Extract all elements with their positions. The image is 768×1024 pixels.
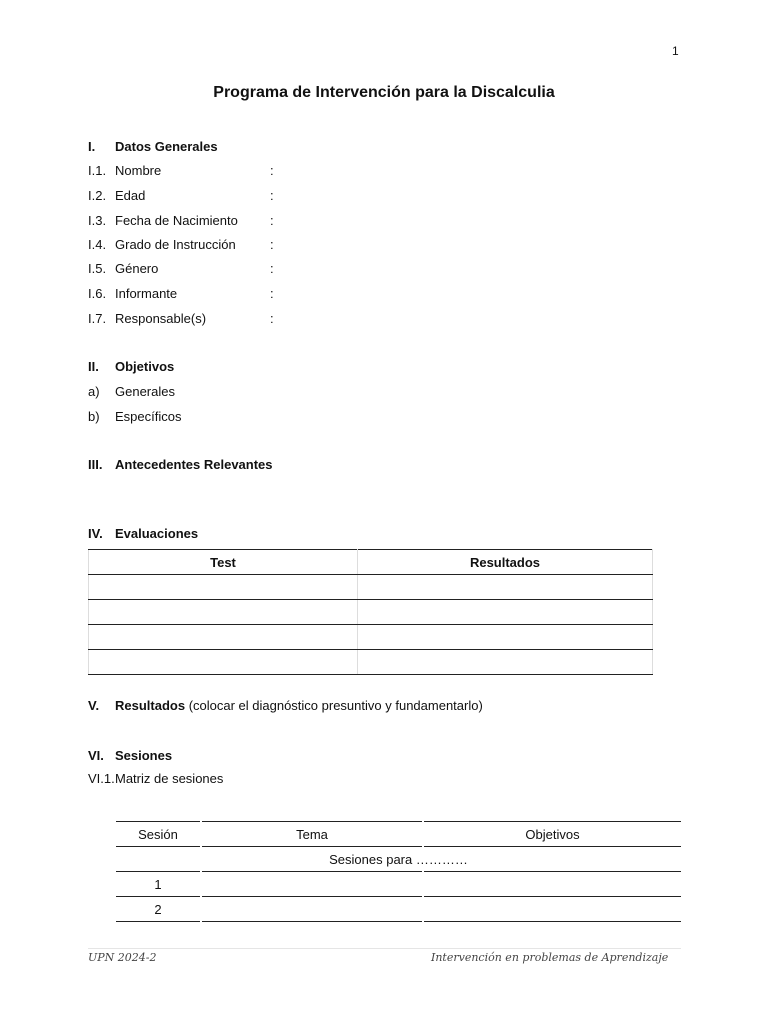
footer-left-text: UPN 2024-2 [88, 951, 157, 964]
field-7-number: I.7. [88, 311, 107, 326]
table-cell[interactable] [89, 575, 358, 600]
section-5-line [115, 698, 483, 713]
table-cell[interactable] [423, 872, 681, 897]
table-cell[interactable] [358, 600, 653, 625]
section-6-number: VI. [88, 748, 104, 763]
field-fecha-label: Fecha de Nacimiento [115, 213, 238, 228]
field-6-number: I.6. [88, 286, 107, 301]
sessions-table [116, 821, 681, 922]
section-2-heading: Objetivos [115, 359, 175, 374]
column-header-tema: Tema [201, 822, 423, 847]
field-colon: : [270, 286, 274, 301]
table-cell[interactable] [89, 625, 358, 650]
section-4-number: IV. [88, 526, 103, 541]
session-number: 1 [116, 872, 201, 897]
table-row [116, 897, 681, 922]
field-grado-label: Grado de Instrucción [115, 237, 236, 252]
table-cell[interactable] [423, 897, 681, 922]
field-colon: : [270, 213, 274, 228]
objective-b-marker: b) [88, 409, 100, 424]
field-5-number: I.5. [88, 261, 107, 276]
field-colon: : [270, 261, 274, 276]
section-1-heading: Datos Generales [115, 139, 218, 154]
table-cell[interactable] [201, 872, 423, 897]
objective-especificos-label: Específicos [115, 409, 182, 424]
sessions-group-label: Sesiones para ………… [116, 847, 681, 872]
field-nombre-label: Nombre [115, 163, 162, 178]
table-cell[interactable] [358, 625, 653, 650]
field-informante-label: Informante [115, 286, 178, 301]
section-5-number: V. [88, 698, 100, 713]
evaluations-table [88, 549, 653, 675]
section-5-heading: Resultados [115, 698, 186, 713]
table-cell[interactable] [89, 600, 358, 625]
section-2-number: II. [88, 359, 99, 374]
section-3-heading: Antecedentes Relevantes [115, 457, 273, 472]
field-2-number: I.2. [88, 188, 107, 203]
field-colon: : [270, 163, 274, 178]
table-header-row [89, 550, 653, 575]
field-3-number: I.3. [88, 213, 107, 228]
field-4-number: I.4. [88, 237, 107, 252]
section-3-number: III. [88, 457, 103, 472]
footer-right-text: Intervención en problemas de Aprendizaje [431, 951, 669, 964]
field-colon: : [270, 237, 274, 252]
table-cell[interactable] [89, 650, 358, 675]
page-number: 1 [672, 44, 679, 58]
field-1-number: I.1. [88, 163, 107, 178]
section-4-heading: Evaluaciones [115, 526, 199, 541]
table-row [89, 575, 653, 600]
section-6-heading: Sesiones [115, 748, 173, 763]
table-header-row [116, 822, 681, 847]
table-cell[interactable] [201, 897, 423, 922]
field-genero-label: Género [115, 261, 159, 276]
footer-divider [88, 948, 681, 949]
subsection-6-1-label: Matriz de sesiones [115, 771, 224, 786]
column-header-sesion: Sesión [116, 822, 201, 847]
table-cell[interactable] [358, 650, 653, 675]
column-header-test: Test [89, 550, 358, 575]
table-row [89, 600, 653, 625]
table-row [89, 625, 653, 650]
table-row [89, 650, 653, 675]
table-row [116, 872, 681, 897]
column-header-resultados: Resultados [358, 550, 653, 575]
session-number: 2 [116, 897, 201, 922]
document-title: Programa de Intervención para la Discalculia [213, 84, 555, 101]
field-colon: : [270, 311, 274, 326]
objective-generales-label: Generales [115, 384, 175, 399]
section-5-note: (colocar el diagnóstico presuntivo y fundamentarlo) [185, 698, 483, 713]
field-edad-label: Edad [115, 188, 146, 203]
field-colon: : [270, 188, 274, 203]
field-responsable-label: Responsable(s) [115, 311, 207, 326]
column-header-objetivos: Objetivos [423, 822, 681, 847]
objective-a-marker: a) [88, 384, 100, 399]
table-cell[interactable] [358, 575, 653, 600]
subsection-6-1-number: VI.1. [88, 771, 115, 786]
table-group-row [116, 847, 681, 872]
section-1-number: I. [88, 139, 96, 154]
